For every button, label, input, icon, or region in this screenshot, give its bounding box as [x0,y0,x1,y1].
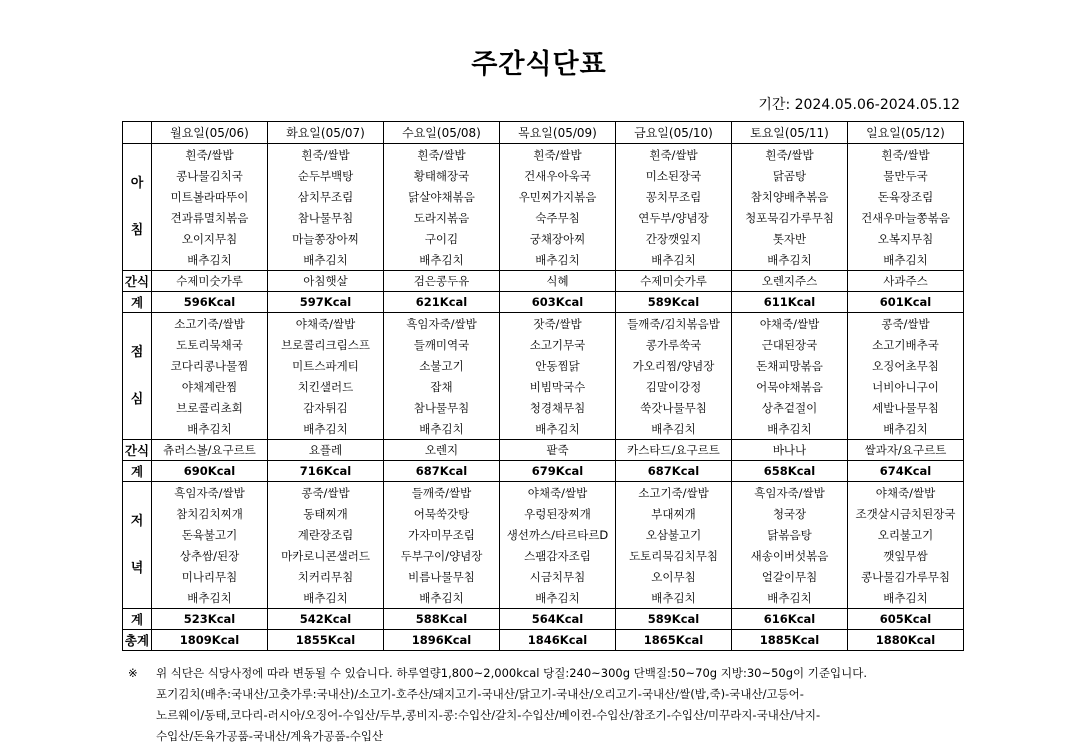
menu-item: 흑임자죽/쌀밥 [732,482,848,504]
menu-item: 돈육불고기 [152,524,268,545]
dinner-row [123,524,964,545]
menu-item: 도토리묵김치무침 [616,545,732,566]
menu-item: 참치양배추볶음 [732,186,848,207]
breakfast-row [123,186,964,207]
menu-item: 새송이버섯볶음 [732,545,848,566]
breakfast-row [123,249,964,271]
menu-item: 배추김치 [732,587,848,609]
menu-item: 야채죽/쌀밥 [500,482,616,504]
menu-item: 배추김치 [152,418,268,440]
day-header: 월요일(05/06) [152,122,268,144]
total_kcal-label: 총계 [123,630,152,651]
menu-item: 시금치무침 [500,566,616,587]
menu-item: 배추김치 [500,249,616,271]
menu-item: 소고기죽/쌀밥 [152,313,268,335]
menu-item: 치커리무침 [268,566,384,587]
note-line: 수입산/돈육가공품-국내산/계육가공품-수입산 [156,729,384,743]
menu-item: 잣죽/쌀밥 [500,313,616,335]
snack-item: 카스타드/요구르트 [616,440,732,461]
menu-item: 미나리무침 [152,566,268,587]
menu-item: 오삼불고기 [616,524,732,545]
kcal-value: 601Kcal [848,292,964,313]
menu-item: 코다리콩나물찜 [152,355,268,376]
kcal-value: 589Kcal [616,609,732,630]
menu-item: 배추김치 [384,587,500,609]
note-line: 위 식단은 식당사정에 따라 변동될 수 있습니다. 하루열량1,800~2,000kcal 당질:240~300g 단백질:50~70g 지방:30~50g이 기준입니다. [156,666,868,680]
dinner_kcal-row [123,609,964,630]
menu-item: 간장깻잎지 [616,228,732,249]
menu-item: 김말이강정 [616,376,732,397]
snack-item: 쌀과자/요구르트 [848,440,964,461]
kcal-value: 605Kcal [848,609,964,630]
dinner-row [123,566,964,587]
menu-item: 배추김치 [268,418,384,440]
lunch-row [123,334,964,355]
menu-item: 황태해장국 [384,165,500,186]
menu-item: 들깨죽/쌀밥 [384,482,500,504]
kcal-value: 687Kcal [384,461,500,482]
note-line: 노르웨이/동태,코다리-러시아/오징어-수입산/두부,콩비지-콩:수입산/갈치-수입산/베이컨-수입산/참조기-수입산/미꾸라지-국내산/낙지- [156,708,821,722]
breakfast-label: 아 침 [123,144,152,271]
snack-item: 바나나 [732,440,848,461]
menu-item: 돈채피망볶음 [732,355,848,376]
menu-item: 톳자반 [732,228,848,249]
dinner-row [123,482,964,504]
lunch_kcal-label: 계 [123,461,152,482]
menu-item: 상추겉절이 [732,397,848,418]
kcal-value: 679Kcal [500,461,616,482]
menu-item: 물만두국 [848,165,964,186]
menu-item: 참나물무침 [384,397,500,418]
kcal-value: 1885Kcal [732,630,848,651]
menu-item: 얼갈이무침 [732,566,848,587]
kcal-value: 1865Kcal [616,630,732,651]
menu-item: 배추김치 [268,587,384,609]
menu-item: 배추김치 [732,249,848,271]
menu-item: 도토리묵채국 [152,334,268,355]
menu-item: 소고기배추국 [848,334,964,355]
menu-item: 닭곰탕 [732,165,848,186]
menu-item: 소고기무국 [500,334,616,355]
menu-item: 견과류멸치볶음 [152,207,268,228]
breakfast-row [123,144,964,166]
kcal-value: 597Kcal [268,292,384,313]
note-mark: ※ [128,666,138,680]
menu-item: 배추김치 [848,249,964,271]
menu-item: 비빔막국수 [500,376,616,397]
kcal-value: 616Kcal [732,609,848,630]
menu-item: 연두부/양념장 [616,207,732,228]
breakfast-row [123,228,964,249]
dinner-label: 저 녁 [123,482,152,609]
menu-item: 야채계란찜 [152,376,268,397]
total_kcal-row [123,630,964,651]
menu-item: 조갯살시금치된장국 [848,503,964,524]
menu-item: 부대찌개 [616,503,732,524]
menu-item: 참치김치찌개 [152,503,268,524]
menu-item: 야채죽/쌀밥 [848,482,964,504]
breakfast-row [123,207,964,228]
menu-item: 콩나물김치국 [152,165,268,186]
snack-item: 팥죽 [500,440,616,461]
breakfast_kcal-row [123,292,964,313]
kcal-value: 1846Kcal [500,630,616,651]
kcal-value: 1809Kcal [152,630,268,651]
menu-item: 잡채 [384,376,500,397]
day-header: 토요일(05/11) [732,122,848,144]
snack-item: 수제미숫가루 [152,271,268,292]
menu-period: 기간: 2024.05.06-2024.05.12 [758,97,960,113]
dinner-row [123,503,964,524]
menu-item: 삼치무조림 [268,186,384,207]
menu-item: 오복지무침 [848,228,964,249]
menu-item: 오리불고기 [848,524,964,545]
menu-item: 흰죽/쌀밥 [848,144,964,166]
day-header: 목요일(05/09) [500,122,616,144]
lunch_kcal-row [123,461,964,482]
menu-item: 배추김치 [500,418,616,440]
snack-item: 츄러스볼/요구르트 [152,440,268,461]
menu-item: 배추김치 [384,249,500,271]
note-line: 포기김치(배추:국내산/고춧가루:국내산)/소고기-호주산/돼지고기-국내산/닭고기-국내산/오리고기-국내산/쌀(밥,죽)-국내산/고등어- [156,687,804,701]
menu-item: 콩가루쑥국 [616,334,732,355]
day-header: 화요일(05/07) [268,122,384,144]
menu-item: 생선까스/타르타르D [500,524,616,545]
menu-item: 청국장 [732,503,848,524]
menu-item: 배추김치 [616,418,732,440]
menu-item: 배추김치 [152,587,268,609]
menu-item: 배추김치 [384,418,500,440]
menu-item: 순두부백탕 [268,165,384,186]
menu-item: 닭살야채볶음 [384,186,500,207]
menu-item: 흰죽/쌀밥 [732,144,848,166]
menu-item: 스팸감자조림 [500,545,616,566]
menu-item: 우민찌가지볶음 [500,186,616,207]
kcal-value: 589Kcal [616,292,732,313]
lunch-row [123,376,964,397]
snack-item: 오렌지주스 [732,271,848,292]
snack-item: 사과주스 [848,271,964,292]
menu-item: 근대된장국 [732,334,848,355]
menu-item: 소고기죽/쌀밥 [616,482,732,504]
snack-item: 요플레 [268,440,384,461]
kcal-value: 1896Kcal [384,630,500,651]
menu-item: 배추김치 [848,587,964,609]
kcal-value: 674Kcal [848,461,964,482]
menu-item: 미소된장국 [616,165,732,186]
menu-item: 쑥갓나물무침 [616,397,732,418]
dinner-row [123,587,964,609]
weekly-menu-table [122,121,964,651]
menu-item: 배추김치 [732,418,848,440]
breakfast_snack-label: 간식 [123,271,152,292]
kcal-value: 1880Kcal [848,630,964,651]
menu-item: 흑임자죽/쌀밥 [152,482,268,504]
menu-item: 들깨죽/김치볶음밥 [616,313,732,335]
lunch-row [123,418,964,440]
lunch-label: 점 심 [123,313,152,440]
snack-item: 식혜 [500,271,616,292]
kcal-value: 564Kcal [500,609,616,630]
menu-item: 도라지볶음 [384,207,500,228]
menu-item: 비름나물무침 [384,566,500,587]
kcal-value: 523Kcal [152,609,268,630]
menu-item: 두부구이/양념장 [384,545,500,566]
menu-item: 동태찌개 [268,503,384,524]
menu-item: 청포묵김가루무침 [732,207,848,228]
breakfast-row [123,165,964,186]
day-header: 금요일(05/10) [616,122,732,144]
lunch-row [123,397,964,418]
menu-item: 배추김치 [616,587,732,609]
kcal-value: 621Kcal [384,292,500,313]
menu-item: 야채죽/쌀밥 [268,313,384,335]
lunch-row [123,313,964,335]
menu-item: 소불고기 [384,355,500,376]
kcal-value: 658Kcal [732,461,848,482]
menu-item: 흰죽/쌀밥 [152,144,268,166]
menu-item: 콩나물김가루무침 [848,566,964,587]
menu-item: 닭볶음탕 [732,524,848,545]
menu-item: 돈육장조림 [848,186,964,207]
kcal-value: 542Kcal [268,609,384,630]
menu-item: 미트스파게티 [268,355,384,376]
menu-item: 숙주무침 [500,207,616,228]
snack-item: 검은콩두유 [384,271,500,292]
lunch_snack-row [123,440,964,461]
menu-item: 배추김치 [848,418,964,440]
menu-item: 우렁된장찌개 [500,503,616,524]
kcal-value: 716Kcal [268,461,384,482]
day-header: 수요일(05/08) [384,122,500,144]
menu-item: 미트볼라따뚜이 [152,186,268,207]
menu-item: 감자튀김 [268,397,384,418]
menu-item: 마늘쫑장아찌 [268,228,384,249]
menu-item: 흑임자죽/쌀밥 [384,313,500,335]
menu-item: 마카로니콘샐러드 [268,545,384,566]
menu-item: 브로콜리초회 [152,397,268,418]
breakfast_snack-row [123,271,964,292]
menu-item: 청경채무침 [500,397,616,418]
kcal-value: 1855Kcal [268,630,384,651]
lunch-row [123,355,964,376]
menu-item: 야채죽/쌀밥 [732,313,848,335]
lunch_snack-label: 간식 [123,440,152,461]
menu-item: 세발나물무침 [848,397,964,418]
menu-item: 콩죽/쌀밥 [848,313,964,335]
menu-item: 어묵쑥갓탕 [384,503,500,524]
menu-item: 흰죽/쌀밥 [384,144,500,166]
day-header: 일요일(05/12) [848,122,964,144]
menu-item: 오징어초무침 [848,355,964,376]
menu-item: 흰죽/쌀밥 [268,144,384,166]
dinner_kcal-label: 계 [123,609,152,630]
menu-item: 배추김치 [616,249,732,271]
menu-item: 꽁치무조림 [616,186,732,207]
menu-item: 오이지무침 [152,228,268,249]
day-header-row [123,122,964,144]
menu-item: 너비아니구이 [848,376,964,397]
menu-item: 구이김 [384,228,500,249]
kcal-value: 603Kcal [500,292,616,313]
breakfast_kcal-label: 계 [123,292,152,313]
menu-item: 건새우아욱국 [500,165,616,186]
menu-item: 오이무침 [616,566,732,587]
snack-item: 오렌지 [384,440,500,461]
menu-item: 배추김치 [268,249,384,271]
notes-section [128,663,867,747]
page-title: 주간식단표 [471,49,607,80]
menu-item: 안동찜닭 [500,355,616,376]
menu-item: 참나물무침 [268,207,384,228]
snack-item: 아침햇살 [268,271,384,292]
kcal-value: 596Kcal [152,292,268,313]
kcal-value: 611Kcal [732,292,848,313]
menu-item: 브로콜리크림스프 [268,334,384,355]
menu-item: 배추김치 [152,249,268,271]
menu-item: 콩죽/쌀밥 [268,482,384,504]
kcal-value: 690Kcal [152,461,268,482]
kcal-value: 588Kcal [384,609,500,630]
menu-item: 가자미무조림 [384,524,500,545]
snack-item: 수제미숫가루 [616,271,732,292]
menu-item: 계란장조림 [268,524,384,545]
corner-cell [123,122,152,144]
menu-item: 깻잎무쌈 [848,545,964,566]
menu-item: 궁채장아찌 [500,228,616,249]
menu-item: 들깨미역국 [384,334,500,355]
menu-item: 배추김치 [500,587,616,609]
kcal-value: 687Kcal [616,461,732,482]
menu-item: 건새우마늘쫑볶음 [848,207,964,228]
menu-item: 흰죽/쌀밥 [616,144,732,166]
menu-item: 상추쌈/된장 [152,545,268,566]
dinner-row [123,545,964,566]
menu-item: 어묵야채볶음 [732,376,848,397]
menu-item: 흰죽/쌀밥 [500,144,616,166]
menu-item: 가오리찜/양념장 [616,355,732,376]
menu-item: 치킨샐러드 [268,376,384,397]
